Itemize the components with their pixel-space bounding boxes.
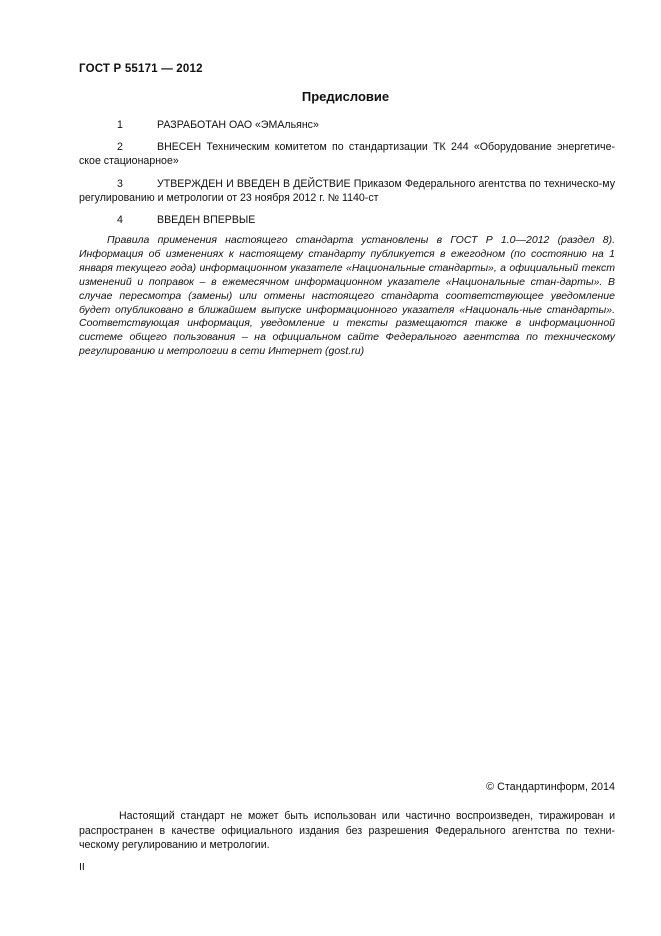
copyright-notice: © Стандартинформ, 2014 [486,781,615,793]
item-text: ВНЕСЕН Техническим комитетом по стандартизации ТК 244 «Оборудование энергетиче-ское стационарное» [79,141,615,168]
foreword-item-2 [79,140,615,168]
document-code: ГОСТ Р 55171 — 2012 [79,63,203,75]
application-rules-note: Правила применения настоящего стандарта установлены в ГОСТ Р 1.0—2012 (раздел 8). Информация об изменениях к настоящему стандарту публикуется в ежегодном (по состоянию на 1 января текущего года) информационном указателе «Национальные стандарты», а официальный текст изменений и поправок – в ежемесячном информационном указателе «Национальные стан-дарты». В случае пересмотра (замены) или отмены настоящего стандарта соответствующее уведомление будет опубликовано в ближайшем выпуске информационного указателя «Националь-ные стандарты». Соответствующая информация, уведомление и тексты размещаются также в информационной системе общего пользования – на официальном сайте Федерального агентства по техническому регулированию и метрологии в сети Интернет (gost.ru) [79,234,615,358]
item-number: 1 [117,119,123,131]
foreword-items [79,118,615,235]
page-title: Предисловие [301,89,390,104]
foreword-item-1 [79,118,615,132]
item-number: 2 [117,141,123,154]
page-number: II [79,861,85,873]
foreword-item-4 [79,213,615,227]
item-text: РАЗРАБОТАН ОАО «ЭМАльянс» [157,119,319,131]
item-text: УТВЕРЖДЕН И ВВЕДЕН В ДЕЙСТВИЕ Приказом Федерального агентства по техническо-му регулированию и метрологии от 23 ноября 2012 г. № 1140-ст [79,177,615,204]
item-number: 4 [117,214,123,227]
item-text: ВВЕДЕН ВПЕРВЫЕ [157,214,256,227]
foreword-item-3 [79,177,615,205]
item-number: 3 [117,177,123,190]
legal-notice: Настоящий стандарт не может быть использован или частично воспроизведен, тиражирован и распространен в качестве официального издания без разрешения Федерального агентства по техни-ческому регулированию и метрологии. [79,810,615,852]
